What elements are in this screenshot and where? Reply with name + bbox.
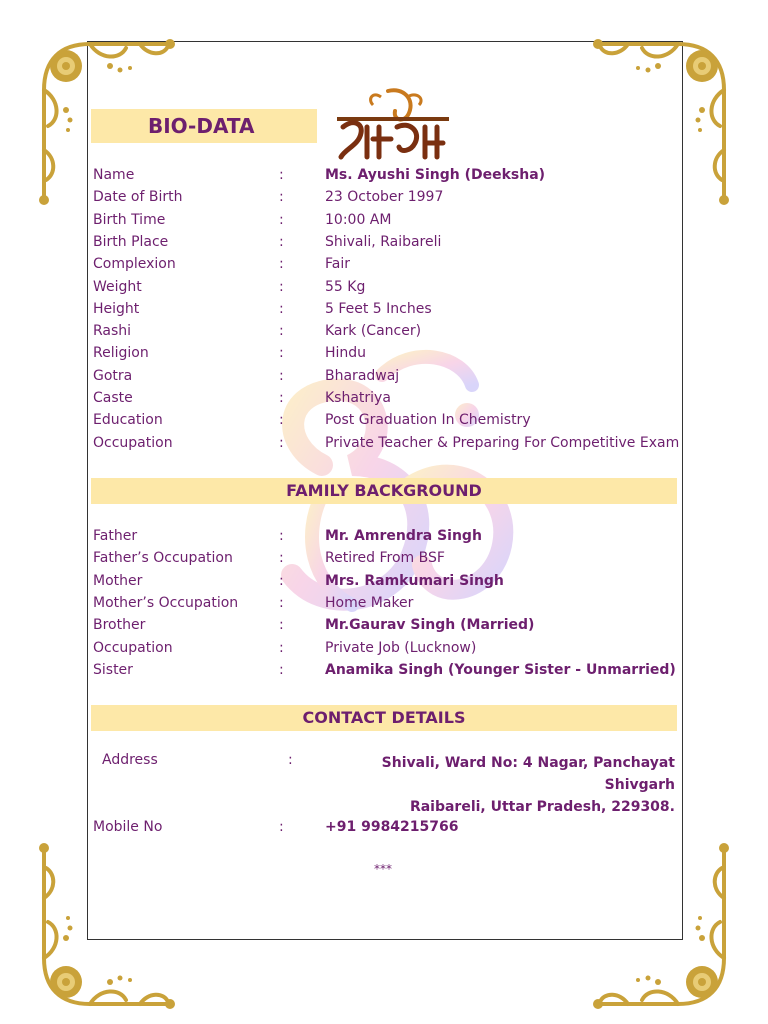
detail-value: Fair [325,256,350,273]
detail-colon: : [279,661,284,678]
detail-colon: : [279,367,284,384]
detail-label: Occupation [93,639,173,656]
detail-row [0,301,768,323]
detail-row [0,212,768,234]
detail-colon: : [279,167,284,183]
detail-label: Father [93,528,138,544]
detail-value: Post Graduation In Chemistry [325,412,531,429]
ornament-bottom-right [588,838,738,1018]
detail-colon: : [279,434,284,451]
detail-row [0,390,768,412]
detail-colon: : [279,345,284,362]
detail-value: Retired From BSF [325,550,445,567]
detail-value: Kshatriya [325,390,391,406]
detail-value: Mr. Amrendra Singh [325,528,482,544]
mobile-row [0,819,768,841]
ganesha-logo-icon [333,87,453,163]
mobile-value: +91 9984215766 [325,819,459,835]
detail-label: Date of Birth [93,189,183,206]
detail-row [0,368,768,390]
detail-row [0,234,768,256]
detail-value: Shivali, Raibareli [325,233,442,250]
detail-row [0,573,768,595]
detail-colon: : [279,278,284,295]
detail-value: 55 Kg [325,278,366,295]
detail-colon: : [279,233,284,250]
family-background-heading: FAMILY BACKGROUND [91,478,677,504]
detail-row [0,640,768,662]
address-colon: : [288,752,293,768]
detail-value: 23 October 1997 [325,189,444,206]
detail-colon: : [279,572,284,589]
detail-value: 10:00 AM [325,211,392,228]
detail-label: Name [93,167,135,183]
detail-colon: : [279,256,284,273]
ornament-bottom-left [30,838,180,1018]
address-line-1: Shivali, Ward No: 4 Nagar, Panchayat Shivgarh [381,755,675,793]
detail-label: Occupation [93,434,173,451]
detail-label: Mother’s Occupation [93,594,239,611]
page-title: BIO-DATA [91,109,317,143]
detail-colon: : [279,211,284,228]
detail-colon: : [279,412,284,429]
detail-colon: : [279,528,284,544]
detail-value: 5 Feet 5 Inches [325,300,432,317]
address-line-2: Raibareli, Uttar Pradesh, 229308. [409,799,675,815]
detail-row [0,279,768,301]
detail-row [0,550,768,572]
detail-row [0,617,768,639]
detail-value: Ms. Ayushi Singh (Deeksha) [325,167,546,183]
detail-label: Birth Place [93,233,169,250]
detail-label: Gotra [93,367,133,384]
detail-value: Kark (Cancer) [325,323,422,340]
detail-label: Sister [93,661,133,678]
detail-row [0,323,768,345]
detail-value: Mr.Gaurav Singh (Married) [325,617,535,634]
detail-colon: : [279,550,284,567]
address-value [315,752,675,818]
mobile-label: Mobile No [93,819,163,835]
detail-colon: : [279,300,284,317]
detail-row [0,345,768,367]
detail-label: Religion [93,345,149,362]
detail-value: Bharadwaj [325,367,400,384]
detail-row [0,412,768,434]
detail-row [0,189,768,211]
detail-row [0,662,768,684]
detail-label: Weight [93,278,142,295]
detail-row [0,256,768,278]
detail-colon: : [279,390,284,406]
detail-value: Hindu [325,345,367,362]
detail-label: Birth Time [93,211,166,228]
detail-value: Anamika Singh (Younger Sister - Unmarried) [325,661,676,678]
detail-label: Caste [93,390,133,406]
detail-label: Rashi [93,323,132,340]
detail-row [0,595,768,617]
detail-row [0,167,768,189]
detail-value: Private Teacher & Preparing For Competitive Exam [325,434,680,451]
detail-label: Height [93,300,140,317]
detail-label: Education [93,412,163,429]
detail-colon: : [279,639,284,656]
detail-label: Complexion [93,256,176,273]
detail-label: Brother [93,617,146,634]
footer-mark: *** [374,862,392,876]
detail-value: Home Maker [325,594,414,611]
detail-colon: : [279,189,284,206]
detail-label: Father’s Occupation [93,550,233,567]
contact-details-heading: CONTACT DETAILS [91,705,677,731]
detail-colon: : [279,323,284,340]
mobile-colon: : [279,819,284,835]
address-label: Address [102,752,158,768]
detail-value: Mrs. Ramkumari Singh [325,572,504,589]
detail-colon: : [279,617,284,634]
detail-label: Mother [93,572,143,589]
detail-colon: : [279,594,284,611]
detail-row [0,435,768,457]
detail-row [0,528,768,550]
detail-value: Private Job (Lucknow) [325,639,477,656]
